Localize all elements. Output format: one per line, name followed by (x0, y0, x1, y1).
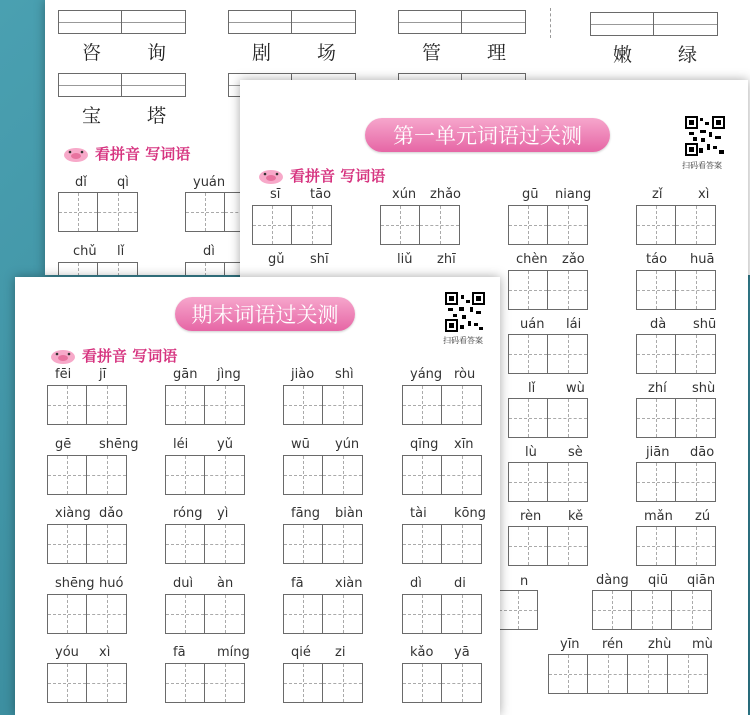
write-cell[interactable] (165, 663, 205, 703)
write-grid[interactable] (165, 385, 245, 425)
pinyin: zhí (648, 381, 667, 396)
pinyin: uán (520, 317, 545, 332)
write-cell[interactable] (205, 385, 245, 425)
banner-title: 期末词语过关测 (175, 297, 355, 331)
write-cell[interactable] (165, 524, 205, 564)
pinyin: yuán (193, 175, 226, 190)
section-title: 看拼音 写词语 (82, 347, 178, 365)
pinyin: yǔ (217, 437, 233, 452)
write-cell[interactable] (165, 594, 205, 634)
pinyin: xiàn (335, 576, 363, 591)
pinyin: shēng (55, 576, 95, 591)
hanzi-char: 理 (487, 42, 507, 64)
pinyin: xún (392, 187, 417, 202)
write-cell[interactable] (165, 455, 205, 495)
write-grid[interactable] (283, 663, 363, 703)
pinyin: di (454, 576, 466, 591)
write-cell[interactable] (283, 385, 323, 425)
pinyin: kě (568, 509, 584, 524)
pinyin: wū (291, 437, 310, 452)
write-cell[interactable] (283, 524, 323, 564)
write-cell[interactable] (323, 524, 363, 564)
pinyin: jī (99, 367, 107, 382)
write-grid[interactable] (47, 594, 127, 634)
write-grid[interactable] (508, 334, 588, 374)
pinyin: gū (522, 187, 539, 202)
pinyin: zú (695, 509, 711, 524)
write-grid[interactable] (636, 398, 716, 438)
pinyin: shì (335, 367, 354, 382)
pinyin: biàn (335, 506, 364, 521)
pinyin: yì (217, 506, 229, 521)
pinyin: dǐ (75, 175, 87, 190)
pinyin: zhǎo (430, 187, 461, 202)
pinyin: fā (291, 576, 304, 591)
write-cell[interactable] (402, 385, 442, 425)
write-grid[interactable] (47, 455, 127, 495)
write-grid[interactable] (402, 663, 482, 703)
hanzi-box-4 (590, 12, 718, 36)
pinyin: jìng (217, 367, 241, 382)
pinyin: gān (173, 367, 198, 382)
pinyin: léi (173, 437, 189, 452)
hanzi-char: 嫩 (613, 44, 633, 66)
pinyin: dì (203, 244, 215, 259)
write-cell[interactable] (205, 524, 245, 564)
pinyin: zǐ (652, 187, 663, 202)
pinyin: shù (692, 381, 716, 396)
pinyin: fā (173, 645, 186, 660)
hanzi-box-3 (398, 10, 526, 34)
write-grid[interactable] (402, 455, 482, 495)
write-cell[interactable] (205, 663, 245, 703)
pinyin: mǎn (644, 509, 673, 524)
write-cell[interactable] (47, 385, 87, 425)
pinyin: chèn (516, 252, 548, 267)
write-grid[interactable] (283, 455, 363, 495)
write-grid[interactable] (636, 334, 716, 374)
write-cell[interactable] (87, 455, 127, 495)
write-cell[interactable] (47, 524, 87, 564)
pinyin: shī (310, 252, 329, 267)
pinyin: yā (454, 645, 470, 660)
write-grid[interactable] (508, 462, 588, 502)
pinyin: lǐ (528, 381, 536, 396)
pinyin: lái (566, 317, 582, 332)
write-grid[interactable] (165, 594, 245, 634)
pinyin: lǐ (117, 244, 125, 259)
pinyin: shēng (99, 437, 139, 452)
write-cell[interactable] (442, 455, 482, 495)
write-cell[interactable] (205, 455, 245, 495)
hanzi-box-5 (58, 73, 186, 97)
write-cell[interactable] (87, 594, 127, 634)
pinyin: huó (99, 576, 124, 591)
pinyin: míng (217, 645, 250, 660)
write-grid[interactable] (380, 205, 460, 245)
write-grid[interactable] (498, 590, 538, 630)
pinyin: zǎo (562, 252, 585, 267)
write-grid[interactable] (283, 385, 363, 425)
qr-caption: 扫码看答案 (443, 336, 483, 345)
pinyin: gē (55, 437, 72, 452)
write-grid[interactable] (402, 524, 482, 564)
write-cell[interactable] (283, 455, 323, 495)
section-title: 看拼音 写词语 (290, 167, 386, 185)
hanzi-box-2 (228, 10, 356, 34)
write-cell[interactable] (402, 663, 442, 703)
banner-title: 第一单元词语过关测 (365, 118, 610, 152)
pig-icon (50, 347, 76, 365)
pinyin: ròu (454, 367, 476, 382)
pinyin: yáng (410, 367, 443, 382)
write-grid[interactable] (165, 663, 245, 703)
write-cell[interactable] (283, 663, 323, 703)
qr-code-icon[interactable] (685, 116, 725, 156)
write-grid[interactable] (283, 524, 363, 564)
pinyin: tài (410, 506, 427, 521)
pinyin: yún (335, 437, 360, 452)
section-title: 看拼音 写词语 (95, 145, 191, 163)
write-grid[interactable] (47, 663, 127, 703)
write-cell[interactable] (283, 594, 323, 634)
pinyin: mù (692, 637, 713, 652)
write-cell[interactable] (87, 385, 127, 425)
pinyin: kōng (454, 506, 486, 521)
pinyin: yóu (55, 645, 79, 660)
write-cell[interactable] (442, 663, 482, 703)
write-cell[interactable] (402, 455, 442, 495)
pinyin: táo (646, 252, 668, 267)
write-grid[interactable] (548, 654, 708, 694)
write-grid[interactable] (402, 594, 482, 634)
write-cell[interactable] (323, 385, 363, 425)
pinyin: zhī (437, 252, 456, 267)
hanzi-char: 询 (147, 42, 167, 64)
write-grid[interactable] (58, 192, 138, 232)
pinyin: shū (693, 317, 717, 332)
pinyin: rén (602, 637, 624, 652)
pinyin: jiào (291, 367, 315, 382)
pig-icon (258, 167, 284, 185)
pinyin: xì (99, 645, 111, 660)
pinyin: qì (117, 175, 129, 190)
write-cell[interactable] (47, 455, 87, 495)
write-grid[interactable] (47, 385, 127, 425)
pinyin: qié (291, 645, 311, 660)
pinyin: fāng (291, 506, 321, 521)
pinyin: tāo (310, 187, 332, 202)
write-cell[interactable] (47, 663, 87, 703)
pinyin: dāo (690, 445, 715, 460)
pinyin: qīng (410, 437, 439, 452)
write-cell[interactable] (442, 524, 482, 564)
hanzi-char: 绿 (678, 44, 698, 66)
pinyin: yīn (560, 637, 580, 652)
pinyin: sī (270, 187, 281, 202)
pinyin: xì (698, 187, 710, 202)
hanzi-box-1 (58, 10, 186, 34)
pig-icon (63, 145, 89, 163)
pinyin: xiàng (55, 506, 91, 521)
write-cell[interactable] (205, 594, 245, 634)
write-grid[interactable] (636, 526, 716, 566)
write-cell[interactable] (442, 594, 482, 634)
write-grid[interactable] (508, 270, 588, 310)
write-grid[interactable] (508, 205, 588, 245)
write-cell[interactable] (323, 455, 363, 495)
pinyin: gǔ (268, 252, 285, 267)
pinyin: xīn (454, 437, 474, 452)
write-cell[interactable] (402, 594, 442, 634)
pinyin: huā (690, 252, 715, 267)
write-grid[interactable] (252, 205, 332, 245)
hanzi-char: 管 (422, 42, 442, 64)
divider (550, 8, 551, 38)
write-grid[interactable] (165, 455, 245, 495)
write-cell[interactable] (442, 385, 482, 425)
pinyin: jiān (646, 445, 670, 460)
pinyin: dàng (596, 573, 629, 588)
write-cell[interactable] (323, 663, 363, 703)
write-grid[interactable] (636, 205, 716, 245)
pinyin: niang (555, 187, 592, 202)
pinyin: duì (173, 576, 194, 591)
section-header (63, 143, 190, 164)
write-cell[interactable] (87, 663, 127, 703)
write-cell[interactable] (165, 385, 205, 425)
hanzi-char: 剧 (252, 42, 272, 64)
write-grid[interactable] (402, 385, 482, 425)
hanzi-char: 咨 (82, 42, 102, 64)
write-grid[interactable] (636, 462, 716, 502)
write-grid[interactable] (636, 270, 716, 310)
pinyin: qiū (648, 573, 669, 588)
write-grid[interactable] (508, 398, 588, 438)
hanzi-char: 宝 (82, 105, 102, 127)
worksheet-final-exam (15, 277, 500, 715)
write-cell[interactable] (47, 594, 87, 634)
pinyin: àn (217, 576, 234, 591)
write-grid[interactable] (58, 262, 138, 275)
write-cell[interactable] (402, 524, 442, 564)
pinyin: kǎo (410, 645, 434, 660)
pinyin: zi (335, 645, 346, 660)
pinyin: sè (568, 445, 583, 460)
pinyin: liǔ (397, 252, 413, 267)
qr-code-icon[interactable] (445, 292, 485, 332)
pinyin: dǎo (99, 506, 124, 521)
hanzi-char: 塔 (147, 105, 167, 127)
pinyin: chǔ (73, 244, 97, 259)
pinyin: rèn (520, 509, 542, 524)
section-header (258, 165, 385, 186)
write-grid[interactable] (283, 594, 363, 634)
pinyin: lù (525, 445, 537, 460)
pinyin: zhù (648, 637, 672, 652)
write-cell[interactable] (87, 524, 127, 564)
pinyin: dì (410, 576, 422, 591)
write-grid[interactable] (592, 590, 712, 630)
pinyin: dà (650, 317, 667, 332)
qr-caption: 扫码看答案 (682, 161, 722, 170)
write-grid[interactable] (165, 524, 245, 564)
pinyin: fēi (55, 367, 72, 382)
write-cell[interactable] (323, 594, 363, 634)
write-grid[interactable] (47, 524, 127, 564)
hanzi-char: 场 (317, 42, 337, 64)
pinyin: qiān (687, 573, 716, 588)
pinyin: n (520, 574, 529, 589)
pinyin: róng (173, 506, 203, 521)
section-header (50, 345, 177, 366)
pinyin: wù (566, 381, 585, 396)
write-grid[interactable] (508, 526, 588, 566)
